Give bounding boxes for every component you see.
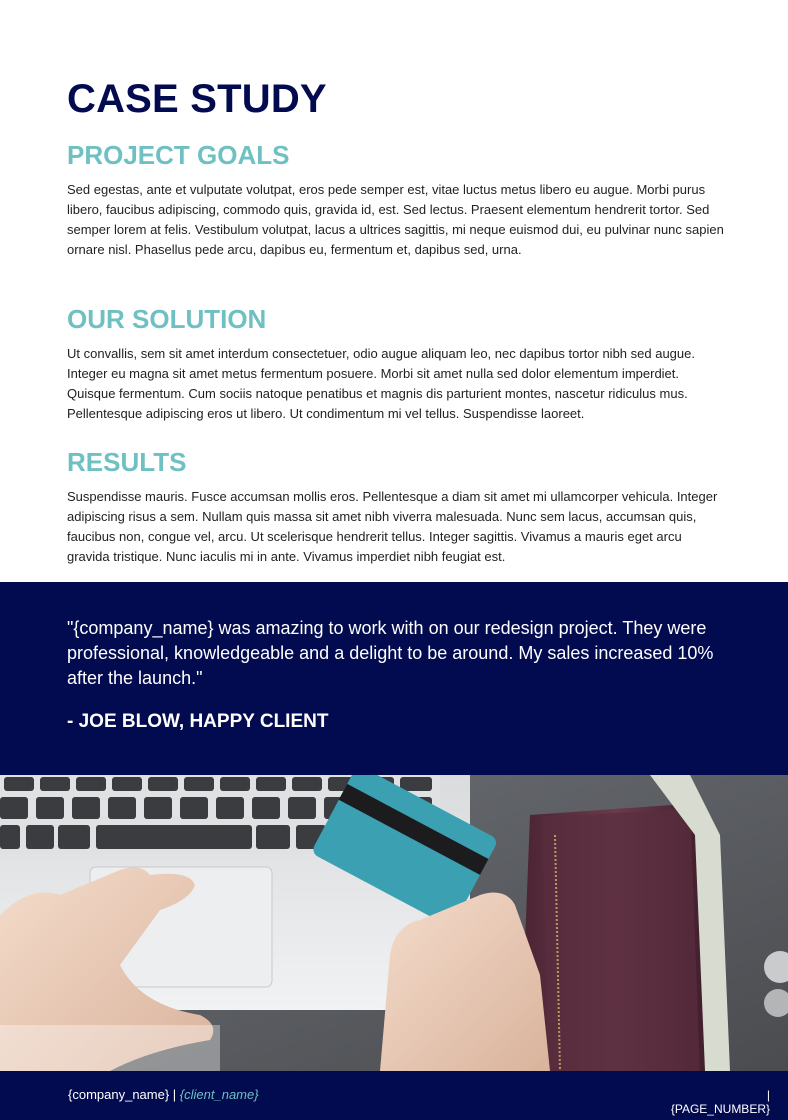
testimonial-band — [0, 582, 788, 775]
footer-client-name: {client_name} — [179, 1087, 259, 1102]
footer-company-name: {company_name} — [68, 1087, 170, 1102]
footer-right — [671, 1088, 770, 1116]
section-heading-results: RESULTS — [67, 447, 187, 477]
testimonial-author: - JOE BLOW, HAPPY CLIENT — [67, 711, 329, 732]
section-heading-our-solution: OUR SOLUTION — [67, 304, 267, 334]
footer-page-number: {PAGE_NUMBER} — [670, 1102, 770, 1116]
section-project-goals — [67, 140, 727, 260]
section-body-our-solution: Ut convallis, sem sit amet interdum consectetuer, odio augue aliquam leo, nec dapibus tortor nibh sed augue. Integer eu magna sit amet metus fermentum posuere. Morbi sit amet nulla sed dolor elementum imperdiet. Quisque fermentum. Cum sociis natoque penatibus et magnis dis parturient montes, nascetur ridiculus mus. Pellentesque adipiscing eros ut libero. Ut condimentum mi vel tellus. Suspendisse laoreet. — [67, 346, 695, 421]
footer-left — [68, 1087, 259, 1103]
section-heading-project-goals: PROJECT GOALS — [67, 140, 290, 170]
footer-page-separator: | — [766, 1088, 770, 1102]
main-content — [67, 76, 727, 564]
section-body-project-goals: Sed egestas, ante et vulputate volutpat, eros pede semper est, vitae luctus metus libero eu augue. Morbi purus libero, faucibus adipiscing, commodo quis, gravida id, est. Sed lectus. Praesent elementum hendrerit tortor. Sed semper lorem at felis. Vestibulum volutpat, lacus a ultrices sagittis, mi neque euismod dui, eu pulvinar nunc sapien ornare nisl. Phasellus pede arcu, dapibus eu, fermentum et, dapibus sed, urna. — [67, 182, 724, 257]
testimonial-quote: "{company_name} was amazing to work with on our redesign project. They were professional, knowledgeable and a delight to be around. My sales increased 10% after the launch." — [67, 618, 714, 688]
photo-hands-credit-card-icon — [0, 775, 788, 1071]
footer-separator: | — [169, 1087, 180, 1102]
section-body-results: Suspendisse mauris. Fusce accumsan mollis eros. Pellentesque a diam sit amet mi ullamcorper vehicula. Integer adipiscing risus a sem. Nullam quis massa sit amet nibh viverra malesuada. Nunc sem lacus, accumsan quis, faucibus non, congue vel, arcu. Ut scelerisque hendrerit tellus. Integer sagittis. Vivamus a mauris eget arcu gravida tristique. Nunc iaculis mi in ante. Vivamus imperdiet nibh feugiat est. — [67, 489, 718, 564]
section-our-solution — [67, 304, 727, 424]
page-footer — [0, 1071, 788, 1120]
page-title: CASE STUDY — [67, 77, 327, 121]
section-results — [67, 447, 727, 567]
